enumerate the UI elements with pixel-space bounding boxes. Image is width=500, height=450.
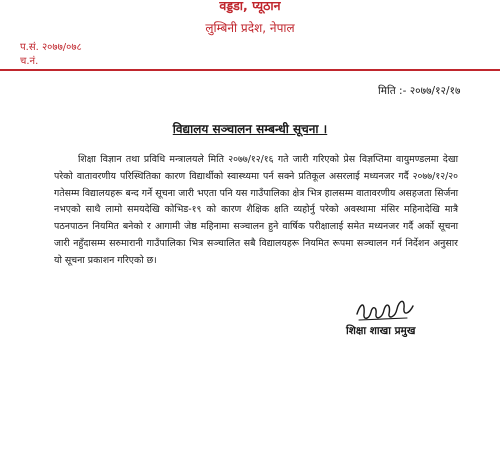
- notice-body: [54, 152, 458, 270]
- header-divider: [0, 69, 500, 71]
- signature-mark: [355, 292, 415, 326]
- fiscal-year-ref: प.सं. २०७७/०७८: [20, 42, 82, 53]
- office-name: वड्डडा, प्यूठान: [219, 0, 281, 13]
- body-paragraph: शिक्षा विज्ञान तथा प्रविधि मन्त्रालयले मिति २०७७/१२/१६ गते जारी गरिएको प्रेस विज्ञप्तिमा वायुमण्डलमा देखा परेको वातावरणीय परिस्थितिका कारण विद्यार्थीको स्वास्थ्यमा पर्न सक्ने प्रतिकूल असरलाई मध्यनजर गर्दै २०७७/१२/२० गतेसम्म विद्यालयहरू बन्द गर्ने सूचना जारी भएता पनि यस गाउँपालिका क्षेत्र भित्र हालसम्म वातावरणीय असहजता सिर्जना नभएको साथै लामो समयदेखि कोभिड-१९ को कारण शैक्षिक क्षति व्यहोर्नु परेको अवस्थामा मंसिर महिनादेखि मात्रै पठनपाठन नियमित बनेको र आगामी जेष्ठ महिनामा सञ्चालन हुने वार्षिक परीक्षालाई समेत मध्यनजर गर्दै अर्को सूचना जारी नहुँदासम्म सरुमारानी गाउँपालिका भित्र सञ्चालित सबै विद्यालयहरू नियमित रूपमा सञ्चालन गर्न निर्देशन अनुसार यो सूचना प्रकाशन गरिएको छ।: [54, 154, 458, 266]
- office-province: लुम्बिनी प्रदेश, नेपाल: [205, 21, 295, 35]
- dispatch-number: च.नं.: [20, 56, 39, 67]
- signatory-title: शिक्षा शाखा प्रमुख: [346, 325, 416, 337]
- notice-subject: [0, 118, 500, 137]
- subject-text: विद्यालय सञ्चालन सम्बन्धी सूचना ।: [172, 122, 328, 136]
- notice-date: मिति :- २०७७/१२/१७: [378, 85, 461, 97]
